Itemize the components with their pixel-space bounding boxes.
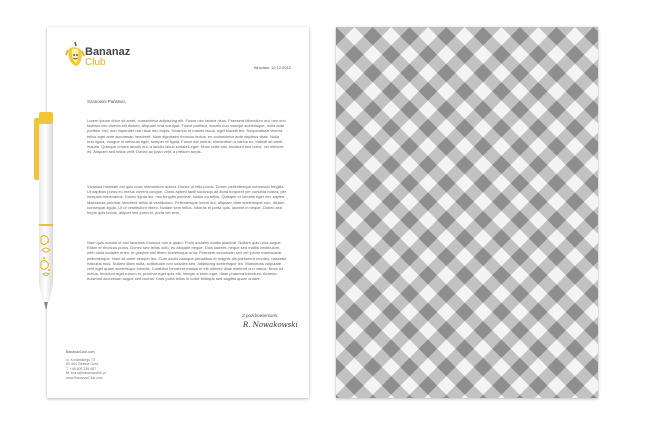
body-paragraph: Nam quis mauris ut orci faucibus rhoncus non a quam. Proin sodales mattis placerat. Nullam quis urna augue. Etiam et rhoncus purus. Donec sed tellus odio, eu aliquam neque. Duis laoreet, neque sed mattis vestibulum, nibh nulla sodales enim, et gravida nisl libero scelerisque urna. Praesent accumsan orci vel ipsum malesuada pellentesque. Nam sit amet semper leo. Cum sociis natoque penatibus et magnis dis parturient montes, nascetur ridiculus mus. Nullam diam nulla, sollicitudin non sodales sed, adipiscing scelerisque leo. Maecenas vulputate velit eget quam scelerisque lobortis. Curabitur hendrerit massa et elit ultrices vitae eleifend orci varius. Nunc mi metus, tincidunt eget rutrum in, pulvinar eget quis elit. Integer a enim eget, diam pharetra interdum. Aenean euismod accumsan augue sed lacinia. Cras porta tellus in tortor tristique sed sagittis quam ornare. bbox=[87, 240, 287, 282]
letter-date: Wrocław, 12.12.2012 bbox=[253, 65, 291, 70]
footer-contact bbox=[66, 350, 106, 381]
footer-brand: BananazClub.com bbox=[66, 350, 95, 354]
gingham-pattern bbox=[336, 27, 598, 398]
pen-icon bbox=[32, 112, 60, 317]
salutation: Szanowni Państwo, bbox=[87, 99, 127, 104]
banana-logo-icon bbox=[65, 41, 85, 72]
brand-name: Bananaz bbox=[85, 46, 131, 58]
footer-phone: T. +48 605 335 487 bbox=[66, 366, 97, 371]
pattern-sheet bbox=[336, 27, 598, 398]
brand-club: Club bbox=[85, 57, 106, 68]
footer-address-1: ul. Konarskiego 73 bbox=[66, 357, 95, 362]
letterhead-sheet bbox=[47, 27, 309, 398]
body-paragraph: Vivamus molestie est quis nunc elementum auctor. Donec ut felis purus. Donec pellentesque commodo fringilla. Ut dapibus purus eu metus viverra congue. Class aptent taciti sociosqu ad litora torquent per conubia nostra, per inceptos himenaeos. Donec ligula leo, nec fringilla pulvinar, luctus eu tellus. Quisque et lobortis eget nec sapien. Maecenas pulvinar hendrerit tellus at vestibulum. Pellentesque lorem dui, aliquam vitae scelerisque non, dictum consequat ligula. Ut ut vestibulum libero. Nullam sem tellus, lobortis et porta quis, laoreet in neque. Donec sed turpis quis lectus, aliquet sed porta id, porta vel sem. bbox=[87, 184, 287, 216]
closing: Z pozdrowieniami, bbox=[242, 313, 279, 318]
footer-email: M. biuro@bananazclub.pl bbox=[66, 371, 106, 376]
body-paragraph: Lorem ipsum dolor sit amet, consectetur adipiscing elit. Fusce nec lacinia risus. Praesent bibendum orci nec orci facilisis nec viverra elit dictum. Aliquam erat volutpat. Fusce porttitor, mauris non suscipit scelerisque, nulla ante porttitor nisl, non imperdiet nisi risus nec turpis. Vivamus et mauris lacus, eget blandit leo. Suspendisse viverra tellus eget ante accumsan hendrerit. Nam dignissim rhoncus lectus, eu consectetur ante dapibus vitae. Nulla erat ligula, congue in vehicula eget, semper et ligula. Fusce est metus, elementum a varius eu, blandit sit amet mauris. Quisque ornare iaculis dui, a iaculis lacus sodales eget. Nunc nulla nisi, tincidunt sed tortor, vel ultricies mi. Aliquam sed tellus velit. Donec ac justo velit, a pretium turpis. bbox=[87, 118, 286, 155]
footer-address-2: 50-364 Zielona Góra bbox=[66, 362, 99, 367]
footer-web: www.BananazClub.com bbox=[66, 375, 103, 380]
signature: R. Nowakowski bbox=[243, 321, 298, 329]
